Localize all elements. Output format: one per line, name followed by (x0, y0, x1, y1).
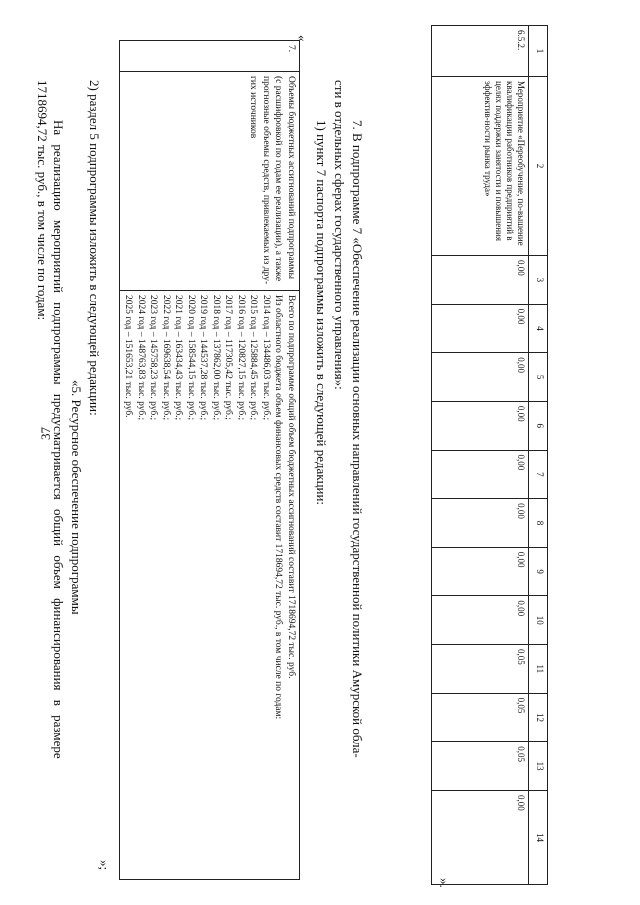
cell-value: 0,05 (432, 645, 529, 694)
col-header: 13 (529, 742, 548, 791)
year-item: 2017 год – 117305,42 тыс. руб.; (223, 295, 234, 420)
funding-details (120, 291, 300, 880)
year-item: 2025 год – 151653,21 тыс. руб. (123, 295, 134, 418)
col-header: 5 (529, 353, 548, 402)
col-header: 8 (529, 499, 548, 548)
year-item: 2015 год – 125884,45 тыс. руб.; (248, 295, 259, 421)
year-item: 2019 год – 144537,28 тыс. руб.; (198, 295, 209, 421)
passport-table (119, 40, 300, 880)
col-header: 1 (529, 26, 548, 77)
item-1-text: 1) пункт 7 паспорта подпрограммы изложить в следующей редакции: (314, 120, 329, 506)
year-item: 2023 год – 145758,23 тыс. руб.; (148, 295, 159, 421)
cell-value: 0,05 (432, 742, 529, 791)
funding-label: Объемы бюджетных ассигнований подпрограммы (с расшифровкой по годам ее реализации), а также прогнозные объемы средств, привлекаемых из дру-гих источников (120, 72, 300, 291)
year-item: 2018 год – 137862,00 тыс. руб.; (211, 295, 221, 421)
table-row (120, 41, 300, 880)
measures-table (431, 25, 548, 885)
year-item: 2016 год – 120827,15 тыс. руб.; (236, 295, 246, 421)
opening-quote: « (295, 35, 310, 42)
item-2-text: 2) раздел 5 подпрограммы изложить в следующей редакции: (87, 80, 102, 416)
year-item: 2024 год – 148763,83 тыс. руб.; (136, 295, 146, 421)
year-item: 2021 год – 163434,43 тыс. руб.; (173, 295, 184, 421)
table-row (432, 26, 529, 885)
closing-quote: »; (97, 860, 112, 871)
year-item: 2022 год – 169638,54 тыс. руб.; (161, 295, 171, 421)
rotated-page-content (35, 0, 560, 905)
table-header-row (529, 26, 548, 885)
paragraph-7-line-2: сти в отдельных сферах государственного управления»: (332, 80, 347, 390)
final-paragraph-line-2: 1718694,72 тыс. руб., в том числе по годам: (35, 80, 50, 321)
cell-value: 0,00 (432, 256, 529, 305)
cell-value: 0,00 (432, 596, 529, 645)
cell-value: 0,00 (432, 499, 529, 548)
col-header: 14 (529, 791, 548, 885)
col-header: 3 (529, 256, 548, 305)
col-header: 11 (529, 645, 548, 694)
cell-value: 0,05 (432, 693, 529, 742)
paragraph-7-line-1: 7. В подпрограмме 7 «Обеспечение реализации основных направлений государственной политики Амурской обла- (350, 120, 365, 758)
col-header: 7 (529, 450, 548, 499)
section-title: «5. Ресурсное обеспечение подпрограммы (69, 380, 84, 615)
col-header: 6 (529, 401, 548, 450)
col-header: 2 (529, 77, 548, 256)
total-text: Всего по подпрограмме общий объем бюджетных ассигнований составит 1718694,72 тыс. руб. (286, 295, 296, 679)
page-number: 37 (38, 427, 53, 440)
closing-quote: ». (437, 878, 452, 888)
cell-value: 0,00 (432, 401, 529, 450)
year-item: 2014 год – 134486,03 тыс. руб.; (261, 295, 271, 421)
col-header: 12 (529, 693, 548, 742)
cell-value: 0,00 (432, 547, 529, 596)
cell-value: 0,00 (432, 791, 529, 885)
cell-value: 0,00 (432, 450, 529, 499)
regional-text: Из областного бюджета объем финансовых средств составит 1718694,72 тыс. руб., в том числе по годам: (273, 295, 284, 720)
col-header: 9 (529, 547, 548, 596)
cell-value: 0,00 (432, 304, 529, 353)
final-paragraph-line-1: На реализацию мероприятий подпрограммы предусматривается общий объем финансирования в размере (51, 120, 66, 759)
measure-name: Мероприятие «Переобучение, по-вышение квалификации работников предприятий в целях поддержки занятости и повышения эффектив-ности рынка труда» (432, 77, 529, 256)
cell-value: 0,00 (432, 353, 529, 402)
row-number: 6.5.2. (432, 26, 529, 77)
col-header: 10 (529, 596, 548, 645)
row-number: 7. (120, 41, 300, 72)
year-item: 2020 год – 158544,15 тыс. руб.; (186, 295, 196, 421)
col-header: 4 (529, 304, 548, 353)
